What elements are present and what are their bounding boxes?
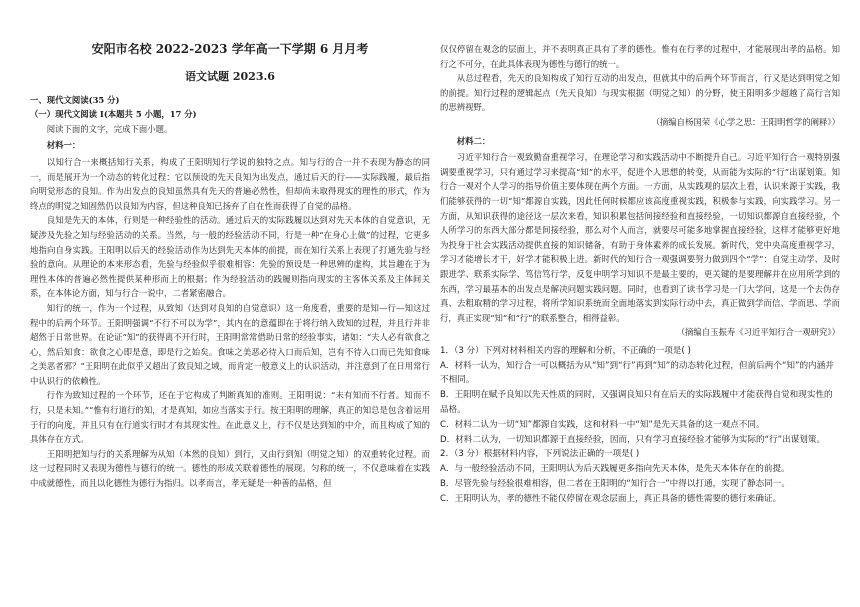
subsection-heading: （一）现代文阅读 I(本题共 5 小题，17 分) xyxy=(30,109,197,120)
question-option: D．材料二认为，一切知识都源于直接经验，因而，只有学习直接经验才能够为实际的“行”出谋划策。 xyxy=(440,434,826,445)
paragraph: 行作为致知过程的一个环节，还在于它构成了判断真知的准则。王阳明说：“未有知而不行者。知而不行，只是未知。”“惟有行道行的知，才是真知，如应当落实于行。按王阳明的理解，真正的知总是包含着运用于行的向度，并且只有在行道实行时才有其现实性。在此意义上，行不仅是达到知的中介，而且构成了知的具体存在方式。 xyxy=(30,390,430,445)
question-option: A．与一般经验活动不同，王阳明认为后天践履更多指向先天本体，是先天本体存在的前提。 xyxy=(440,464,790,475)
right-column xyxy=(440,42,840,507)
question-option: C．材料二认为一切“知”都源自实践，这和材料一中“知”是先天具备的这一观点不同。 xyxy=(440,419,765,430)
page-title: 安阳市名校 2022-2023 学年高一下学期 6 月月考 xyxy=(91,42,369,56)
question-option: B．尽管先验与经验很难相容，但二者在王阳明的“知行合一”中得以打通，实现了静态同一。 xyxy=(440,479,790,490)
instruction-text: 阅读下面的文字，完成下面小题。 xyxy=(46,123,173,134)
source-citation: （摘编自杨国荣《心学之思：王阳明哲学的阐释》） xyxy=(651,116,840,127)
paragraph: 以知行合一来概括知行关系，构成了王阳明知行学说的独特之点。知与行的合一并不表现为静态的同一，而是展开为一个动态的转化过程：它以预设的先天良知为出发点，通过后天的行——实际践履，最后指向明觉形态的良知。作为出发点的良知虽然具有先天的普遍必然性，但却尚未取得现实的理性的形式，作为终点的明觉之知固然仍以良知为内容，但这种良知已扬弃了自在性而获得了自觉的品格。 xyxy=(30,156,430,211)
question-stem: 1．（3 分）下列对材料相关内容的理解和分析，不正确的一项是( ) xyxy=(440,345,691,356)
paragraph: 王阳明把知与行的关系理解为从知（本然的良知）到行，又由行到知（明觉之知）的双重转化过程。而这一过程同时又表现为德性与德行的统一。德性的形成关联着德性的展现。匀称的统一，不仅意味着在实践中成就德性，而且以化德性为德行为指归。以孝而言，孝无疑是一种善的品格，但 xyxy=(30,448,430,489)
question-option: B．王阳明在赋予良知以先天性质的同时，又强调良知只有在后天的实际践履中才能获得自觉和现实性的品格。 xyxy=(440,390,833,416)
paragraph: 良知是先天的本体，行则是一种经验性的活动。通过后天的实际践履以达到对先天本体的自觉意识，无疑涉及先验之知与经验活动的关系。当然，与一般的经验活动不同，行是一种“在身心上做”的过程，它更多地指向自身实践。王阳明以后天的经验活动作为达到先天本体的前提，而在知行关系上表现了打通先验与经验的意向。从理论的本来形态看，先验与经验似乎很难相容：先验的预设是一种思辨的虚构，其旨趣在于为理性本体的普遍必然性提供某种形而上的根据；作为经验活动的践履则指向现实的主客体关系及主体间关系，在本体论方面，知与行合一说中，二者紧密融合。 xyxy=(30,215,430,299)
material-label: 材料一： xyxy=(46,140,81,151)
page-subtitle: 语文试题 2023.6 xyxy=(185,70,275,83)
source-citation: （摘编自玉振寿《习近平知行合一观研究》） xyxy=(676,327,840,338)
left-column xyxy=(30,40,430,491)
question-option: C．王阳明认为，孝的德性不能仅停留在观念层面上，真正具备的德性需要的德行来确证。 xyxy=(440,493,782,504)
question-option: A．材料一认为，知行合一可以概括为从“知”到“行”再到“知”的动态转化过程，但前后两个“知”的内涵并不相同。 xyxy=(440,360,834,386)
paragraph: 仅仅停留在观念的层面上，并不表明真正具有了孝的德性。惟有在行孝的过程中，才能展现出孝的品格。知行之不可分，在此具体表现为德性与德行的统一。 xyxy=(440,44,840,69)
section-heading: 一、现代文阅读(35 分) xyxy=(30,94,120,105)
paragraph: 习近平知行合一观致勤奋重视学习，在理论学习和实践活动中不断提升自己。习近平知行合一观特别强调要重视学习，只有通过学习来提高“知”的水平，促进个人思想的转变，从而能为实际的“行”出谋划策。知行合一观对个人学习的指导价值主要体现在两个方面。一方面，从实践观的层次上看，认识来源于实践，我们能够获得的一切“知”都源自实践，因此任何时候都应该高度重视实践，积极参与实践，向实践学习。另一方面，从知识获得的途径这一层次来看，知识积累包括间接经验和直接经验，一切知识都源自直接经验，个人所学习的东西大部分都是间接经验，那么对个人而言，就要尽可能多地掌握直接经验，这样才能够更好地为投身于社会实践活动提供直接的知识储备，有助于身体素养的成长发展。新时代，党中央高度重视学习，学习才能增长才干，好学才能积极上进。新时代的知行合一观强调要努力做到四个“学”：自觉主动学、及时跟进学、联系实际学、笃信笃行学，反复申明学习知识不是最主要的，更关键的是要理解并在应用所学到的东西，学习最基本的出发点是解决问题实践问题。同时，也看到了读书学习是一门大学问，这是一个去伪存真、去粗取精的学习过程，将所学知识系统而全面地落实到实际行动中去，真正做到学而信、学而思、学而行，真正实现“知”和“行”的联系整合，相得益彰。 xyxy=(440,152,840,323)
paragraph: 知行的统一，作为一个过程，从致知（达到对良知的自觉意识）这一角度看，重要的是知—行—知这过程中的后两个环节。王阳明强调“不行不可以为学”，其内在的意蕴即在于将行纳入致知的过程，并且行并非超然于日常世界。在论证“知”的获得离不开行时，王阳明常常借助日常的经验事实，诸如：“夫人必有欲食之心，然后知食：欲食之心即是意，即是行之始矣。食味之美恶必待入口而后知，岂有不待入口而已先知食味之美恶者邪？”王阳明在此似乎又超出了致良知之域，而肯定一般意义上的认识活动，并注意到了在日用常行中认识行的依赖性。 xyxy=(30,302,430,386)
material-label: 材料二： xyxy=(456,135,491,146)
question-stem: 2．（3 分）根据材料内容，下列说法正确的一项是( ) xyxy=(440,449,640,460)
paragraph: 从总过程看，先天的良知构成了知行互动的出发点，但就其中的后两个环节而言，行又是达到明觉之知的前提。知行过程的逻辑起点（先天良知）与现实根据（明觉之知）的分野，使王阳明多少超越了高行言知的思辨视野。 xyxy=(440,73,840,113)
